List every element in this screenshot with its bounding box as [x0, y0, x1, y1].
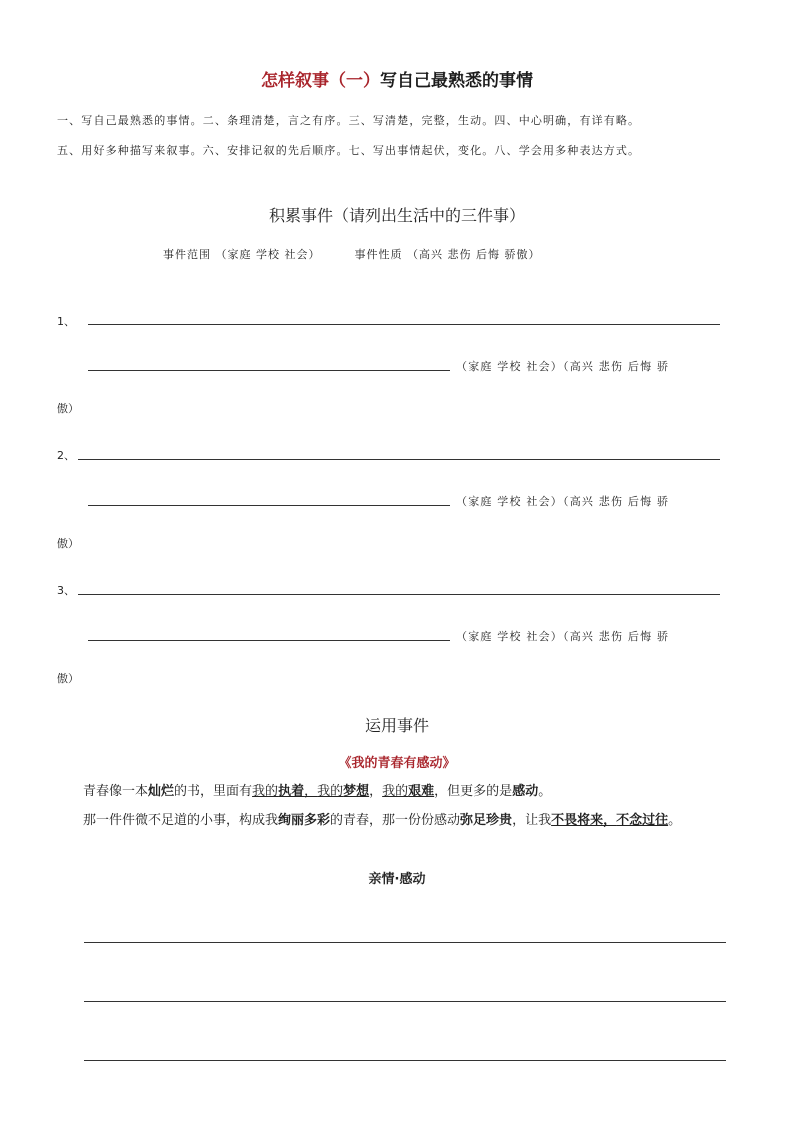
item-1-number: 1、	[57, 315, 75, 328]
summary-line-2: 五、用好多种描写来叙事。六、安排记叙的先后顺序。七、写出事情起伏，变化。八、学会用多种表达方式。	[57, 144, 641, 157]
title-prefix: 怎样叙事（一）	[261, 71, 380, 91]
p1-bold-brilliant: 灿烂	[148, 784, 175, 799]
p2-text-a: 那一件件微不足道的小事，构成我	[83, 813, 279, 828]
writing-line-3[interactable]	[84, 1060, 726, 1061]
summary-line-1: 一、写自己最熟悉的事情。二、条理清楚，言之有序。三、写清楚，完整，生动。四、中心明确，有详有略。	[57, 114, 641, 127]
item-1-choice-tail: 傲）	[57, 402, 79, 415]
item-1-choice-options: （家庭 学校 社会）（高兴 悲伤 后悔 骄	[456, 360, 670, 373]
p1-comma-1: ，	[304, 784, 318, 799]
p1-text-c: 的书，里面有	[174, 784, 253, 799]
item-2-number: 2、	[57, 449, 75, 462]
p2-bold-no-past: 不念过往	[616, 813, 669, 828]
item-2-choice-options: （家庭 学校 社会）（高兴 悲伤 后悔 骄	[456, 495, 670, 508]
item-3-number: 3、	[57, 584, 75, 597]
p1-text-a: 青春像一本	[83, 784, 149, 799]
section-heading-apply: 运用事件	[364, 716, 429, 735]
category-legend	[163, 246, 541, 262]
item-3-answer-line-1[interactable]	[78, 594, 720, 595]
page-title	[0, 66, 794, 91]
item-3-choice-options: （家庭 学校 社会）（高兴 悲伤 后悔 骄	[456, 630, 670, 643]
p1-bold-moved: 感动	[512, 784, 539, 799]
item-3-choice-tail: 傲）	[57, 672, 79, 685]
p1-text-l: ，但更多的是	[434, 784, 513, 799]
item-3-answer-line-2[interactable]	[88, 640, 450, 641]
p2-period: 。	[668, 813, 682, 828]
section-heading-accumulate: 积累事件（请列出生活中的三件事）	[268, 206, 525, 225]
p2-text-e: ，让我	[512, 813, 552, 828]
item-2-answer-line-2[interactable]	[88, 505, 450, 506]
writing-line-1[interactable]	[84, 942, 726, 943]
p1-period: 。	[538, 784, 552, 799]
p1-bold-hardship: 艰难	[408, 784, 435, 799]
item-2-choice-tail: 傲）	[57, 537, 79, 550]
p1-bold-persistence: 执着	[278, 784, 305, 799]
title-main: 写自己最熟悉的事情	[380, 71, 533, 91]
writing-category: 亲情·感动	[368, 872, 426, 887]
item-1-answer-line-1[interactable]	[88, 324, 720, 325]
item-1-answer-line-2[interactable]	[88, 370, 450, 371]
p2-text-c: 的青春，那一份份感动	[330, 813, 461, 828]
p2-bold-fearless: 不畏将来，	[551, 813, 617, 828]
p1-underline-my-1: 我的	[252, 784, 279, 799]
essay-title: 《我的青春有感动》	[338, 756, 456, 771]
p2-bold-colorful: 绚丽多彩	[278, 813, 331, 828]
p1-comma-2: ，	[369, 784, 383, 799]
paragraph-1	[57, 779, 747, 805]
writing-line-2[interactable]	[84, 1001, 726, 1002]
event-range-label: 事件范围 （家庭 学校 社会）	[163, 248, 321, 261]
p1-underline-my-2: 我的	[317, 784, 344, 799]
item-2-answer-line-1[interactable]	[78, 459, 720, 460]
event-nature-label: 事件性质 （高兴 悲伤 后悔 骄傲）	[354, 248, 541, 261]
p1-bold-dream: 梦想	[343, 784, 370, 799]
p1-underline-my-3: 我的	[382, 784, 409, 799]
paragraph-2	[57, 808, 747, 834]
p2-bold-precious: 弥足珍贵	[460, 813, 513, 828]
